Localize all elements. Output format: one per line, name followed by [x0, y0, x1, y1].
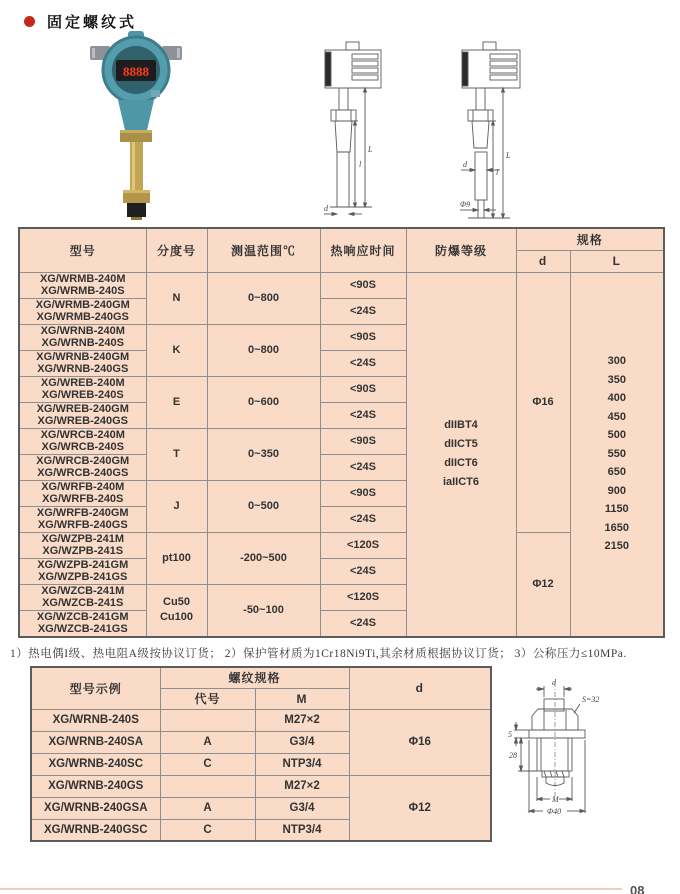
grad-cell: J	[146, 480, 207, 532]
col-header-thread-spec: 螺纹规格	[160, 667, 349, 688]
fit-dim-d: d	[552, 678, 556, 687]
explosion-grade-cell: dIIBT4 dIICT5 dIICT6 iaIICT6	[406, 272, 516, 637]
resp-cell: <90S	[320, 324, 406, 350]
m-cell: NTP3/4	[255, 819, 349, 841]
d-value-cell: Φ16	[349, 709, 491, 775]
m-cell: NTP3/4	[255, 753, 349, 775]
range-cell: 0~350	[207, 428, 320, 480]
model-cell: XG/WRFB-240GM XG/WRFB-240GS	[19, 506, 146, 532]
col-header-model: 型号	[19, 228, 146, 272]
model-cell: XG/WRNB-240GS	[31, 775, 160, 797]
resp-cell: <24S	[320, 350, 406, 376]
code-cell: C	[160, 753, 255, 775]
dimension-drawing-straight	[322, 40, 388, 220]
col-header-code: 代号	[160, 688, 255, 709]
fit-dim-dia: Φ40	[547, 807, 562, 816]
grad-cell: T	[146, 428, 207, 480]
grad-cell: E	[146, 376, 207, 428]
range-cell: -200~500	[207, 532, 320, 584]
d-value-cell: Φ12	[516, 532, 570, 637]
section-title-row	[24, 11, 137, 32]
table-row	[19, 532, 664, 558]
bottom-rule	[0, 888, 622, 890]
page-title: 固定螺纹式	[47, 14, 138, 31]
model-cell: XG/WRMB-240M XG/WRMB-240S	[19, 272, 146, 298]
col-header-range: 测温范围℃	[207, 228, 320, 272]
fit-dim-hex: S=32	[582, 695, 600, 704]
model-cell: XG/WRNB-240GSA	[31, 797, 160, 819]
d-value-cell: Φ16	[516, 272, 570, 532]
resp-cell: <120S	[320, 532, 406, 558]
model-cell: XG/WZPB-241GM XG/WZPB-241GS	[19, 558, 146, 584]
code-cell: A	[160, 797, 255, 819]
dim-label-L: L	[506, 151, 511, 160]
red-bullet-icon	[24, 16, 35, 27]
model-cell: XG/WREB-240M XG/WREB-240S	[19, 376, 146, 402]
resp-cell: <24S	[320, 454, 406, 480]
code-cell	[160, 775, 255, 797]
resp-cell: <90S	[320, 376, 406, 402]
model-cell: XG/WRNB-240SA	[31, 731, 160, 753]
footnote: 1）热电偶I级、热电阻A级按协议订货； 2）保护管材质为1Cr18Ni9Ti,其余材质根据协议订货； 3）公称压力≤10MPa.	[10, 648, 627, 660]
resp-cell: <90S	[320, 480, 406, 506]
model-cell: XG/WRFB-240M XG/WRFB-240S	[19, 480, 146, 506]
resp-cell: <120S	[320, 584, 406, 610]
dim-label-d: d	[463, 160, 467, 169]
range-cell: -50~100	[207, 584, 320, 637]
table-row	[31, 775, 491, 797]
grad-cell: Cu50 Cu100	[146, 584, 207, 637]
resp-cell: <24S	[320, 298, 406, 324]
model-cell: XG/WRNB-240S	[31, 709, 160, 731]
code-cell: C	[160, 819, 255, 841]
col-header-d: d	[349, 667, 491, 709]
resp-cell: <24S	[320, 402, 406, 428]
dim-label-l: l	[496, 168, 499, 177]
d-value-cell: Φ12	[349, 775, 491, 841]
model-cell: XG/WREB-240GM XG/WREB-240GS	[19, 402, 146, 428]
led-display: 8888	[123, 64, 149, 79]
m-cell: G3/4	[255, 731, 349, 753]
m-cell: M27×2	[255, 775, 349, 797]
dim-label-L: L	[368, 145, 373, 154]
grad-cell: N	[146, 272, 207, 324]
resp-cell: <24S	[320, 558, 406, 584]
fit-dim-28: 28	[509, 751, 517, 760]
model-cell: XG/WRNB-240GSC	[31, 819, 160, 841]
spec-header-row	[19, 228, 664, 250]
code-cell	[160, 709, 255, 731]
thread-table	[30, 666, 492, 842]
dim-label-d: d	[324, 204, 328, 213]
model-cell: XG/WRCB-240GM XG/WRCB-240GS	[19, 454, 146, 480]
model-cell: XG/WZCB-241GM XG/WZCB-241GS	[19, 610, 146, 637]
col-header-resp: 热响应时间	[320, 228, 406, 272]
range-cell: 0~500	[207, 480, 320, 532]
product-photo	[80, 30, 192, 220]
range-cell: 0~600	[207, 376, 320, 428]
resp-cell: <90S	[320, 272, 406, 298]
col-header-m: M	[255, 688, 349, 709]
model-cell: XG/WRNB-240GM XG/WRNB-240GS	[19, 350, 146, 376]
range-cell: 0~800	[207, 324, 320, 376]
fit-dim-M: M	[552, 795, 559, 804]
table-row	[31, 709, 491, 731]
grad-cell: K	[146, 324, 207, 376]
range-cell: 0~800	[207, 272, 320, 324]
grad-cell: pt100	[146, 532, 207, 584]
fit-dim-5: 5	[508, 730, 512, 739]
fitting-drawing	[503, 660, 653, 835]
col-header-spec: 规格	[516, 228, 664, 250]
L-values-cell: 300 350 400 450 500 550 650 900 1150 1650 2150	[570, 272, 664, 637]
table-row	[19, 272, 664, 298]
model-cell: XG/WRNB-240M XG/WRNB-240S	[19, 324, 146, 350]
m-cell: G3/4	[255, 797, 349, 819]
m-cell: M27×2	[255, 709, 349, 731]
code-cell: A	[160, 731, 255, 753]
model-cell: XG/WRNB-240SC	[31, 753, 160, 775]
page-number: 08	[630, 883, 645, 894]
resp-cell: <90S	[320, 428, 406, 454]
dim-label-l: l	[359, 160, 362, 169]
col-header-explosion: 防爆等级	[406, 228, 516, 272]
col-header-grad: 分度号	[146, 228, 207, 272]
col-header-d: d	[516, 250, 570, 272]
model-cell: XG/WZPB-241M XG/WZPB-241S	[19, 532, 146, 558]
thread-header-row	[31, 667, 491, 688]
col-header-L: L	[570, 250, 664, 272]
resp-cell: <24S	[320, 506, 406, 532]
model-cell: XG/WRMB-240GM XG/WRMB-240GS	[19, 298, 146, 324]
model-cell: XG/WZCB-241M XG/WZCB-241S	[19, 584, 146, 610]
resp-cell: <24S	[320, 610, 406, 637]
model-cell: XG/WRCB-240M XG/WRCB-240S	[19, 428, 146, 454]
col-header-model-example: 型号示例	[31, 667, 160, 709]
dim-label-tip: Φ9	[460, 200, 471, 209]
dimension-drawing-reduced	[458, 40, 564, 220]
spec-table	[18, 227, 665, 638]
